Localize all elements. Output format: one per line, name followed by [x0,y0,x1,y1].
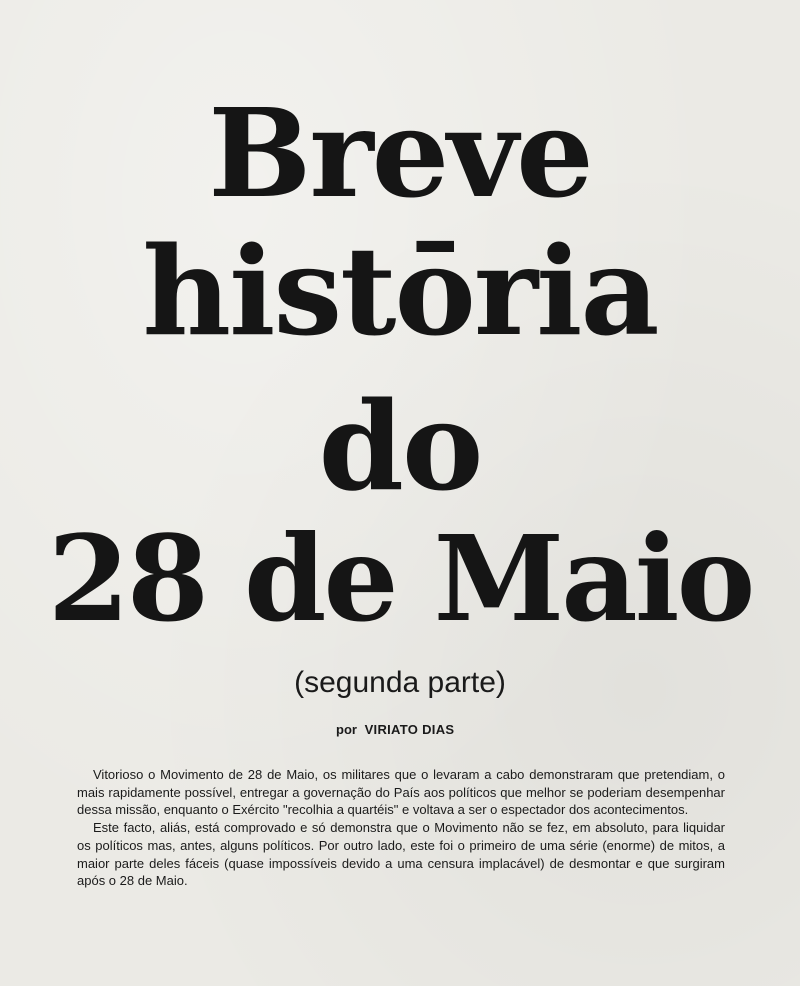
author-name: VIRIATO DIAS [364,722,455,737]
byline [336,722,454,737]
headline-line-3: do [318,374,482,518]
paragraph-2: Este facto, aliás, está comprovado e só demonstra que o Movimento não se fez, em absoluto, para liquidar os políticos mas, antes, alguns políticos. Por outro lado, este foi o primeiro de uma série (enorme) de mitos, a maior parte deles fáceis (quase impossíveis devido a uma censura implacável) de desmontar e que surgiram após o 28 de Maio. [77,820,725,889]
headline-line-1: Breve [208,81,592,225]
article-body [77,766,725,890]
paragraph-1: Vitorioso o Movimento de 28 de Maio, os militares que o levaram a cabo demonstraram que pretendiam, o mais rapidamente possível, entregar a governação do País aos políticos que melhor se poderiam desempenhar dessa missão, enquanto o Exército "recolhia a quartéis" e voltava a ser o espectador dos acontecimentos. [77,767,725,818]
byline-prefix: por [336,722,357,737]
article-subtitle: (segunda parte) [294,666,506,699]
headline-line-4: 28 de Maio [47,509,753,648]
headline-line-2: histōria [142,219,658,363]
